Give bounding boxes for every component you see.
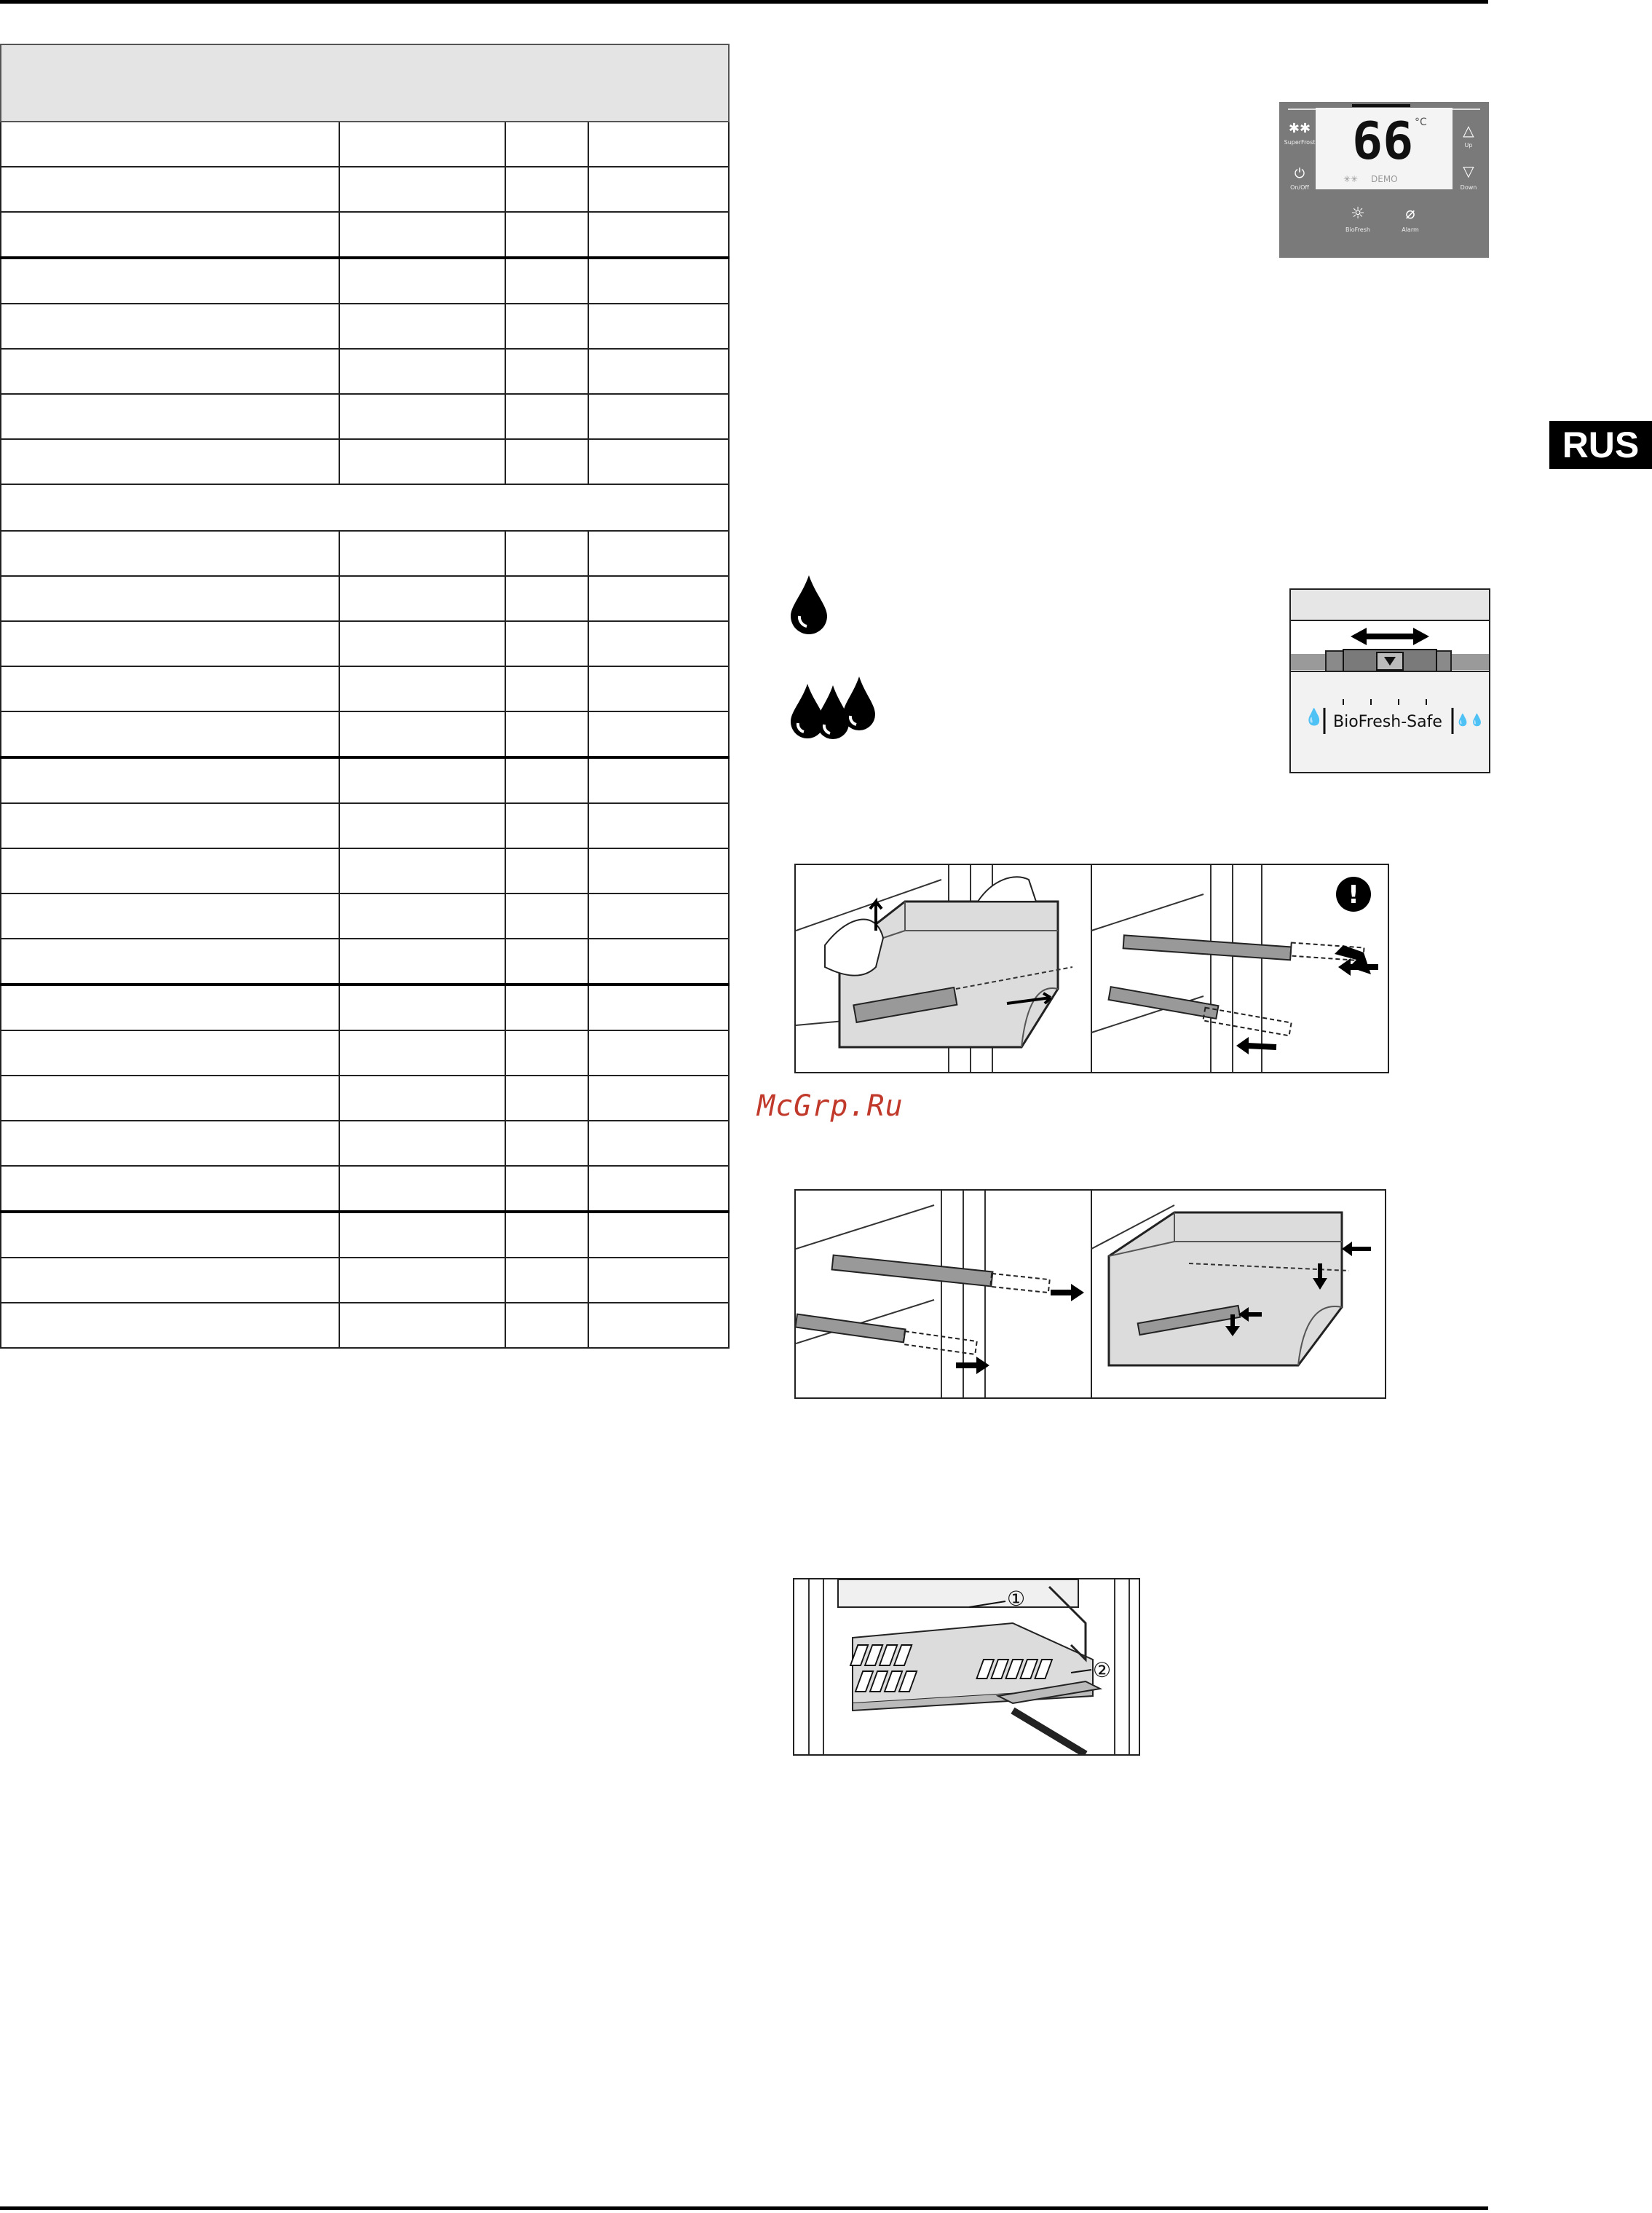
svg-text:✱✱: ✱✱ (1288, 121, 1311, 136)
table-cell (505, 666, 588, 711)
table-cell (505, 304, 588, 349)
svg-text:💧: 💧 (1304, 709, 1324, 727)
table-cell (505, 349, 588, 394)
table-cell (1, 349, 339, 394)
table-cell (1, 757, 339, 803)
svg-text:💧💧: 💧💧 (1455, 713, 1485, 727)
table-cell (339, 167, 505, 212)
table-cell (505, 576, 588, 621)
table-cell (339, 1030, 505, 1076)
table-header (1, 44, 729, 122)
table-cell (505, 803, 588, 848)
table-cell (339, 122, 505, 167)
table-row (1, 666, 729, 711)
table-cell (1, 803, 339, 848)
table-row (1, 1258, 729, 1303)
table-cell (588, 258, 729, 304)
table-row (1, 167, 729, 212)
table-cell (1, 939, 339, 985)
table-cell (505, 1076, 588, 1121)
table-cell (339, 576, 505, 621)
table-cell (1, 1076, 339, 1121)
storage-table (0, 44, 730, 1349)
table-cell (588, 1212, 729, 1258)
table-cell (588, 621, 729, 666)
table-cell (505, 1121, 588, 1166)
table-cell (505, 122, 588, 167)
svg-text:△: △ (1463, 122, 1474, 139)
table-row (1, 757, 729, 803)
table-cell (339, 894, 505, 939)
table-cell (588, 711, 729, 757)
table-cell (1, 1030, 339, 1076)
biofresh-label: BioFresh (1345, 226, 1370, 233)
temperature-readout: 66 (1352, 111, 1414, 171)
table-cell (505, 394, 588, 439)
table-cell (1, 848, 339, 894)
table-cell (1, 439, 339, 484)
table-cell (1, 304, 339, 349)
table-cell (339, 848, 505, 894)
bottom-rule (0, 2206, 1488, 2210)
table-cell (588, 394, 729, 439)
watermark-text: McGrp.Ru (757, 1089, 904, 1123)
table-row (1, 349, 729, 394)
table-cell (339, 1212, 505, 1258)
table-cell (505, 711, 588, 757)
table-cell (505, 985, 588, 1030)
table-cell (505, 621, 588, 666)
table-cell (588, 576, 729, 621)
table-cell (339, 621, 505, 666)
table-cell (339, 666, 505, 711)
table-cell (1, 531, 339, 576)
table-row (1, 803, 729, 848)
onoff-label: On/Off (1290, 184, 1309, 191)
drawer-removal-diagram (794, 864, 1389, 1073)
table-cell (1, 1166, 339, 1212)
table-cell (588, 666, 729, 711)
table-cell (1, 894, 339, 939)
table-row (1, 848, 729, 894)
table-cell (339, 1076, 505, 1121)
table-cell (505, 1166, 588, 1212)
table-cell (588, 894, 729, 939)
table-cell (1, 621, 339, 666)
table-cell (505, 939, 588, 985)
biofresh-safe-label: BioFresh-Safe (1333, 713, 1442, 731)
table-cell (1, 258, 339, 304)
table-cell (1, 666, 339, 711)
table-cell (1, 1303, 339, 1348)
table-cell (588, 803, 729, 848)
svg-text:✳✳: ✳✳ (1343, 174, 1359, 184)
table-cell (505, 848, 588, 894)
table-cell (1, 1212, 339, 1258)
table-cell (1, 484, 729, 531)
table-cell (1, 1121, 339, 1166)
table-row (1, 531, 729, 576)
table-cell (505, 1212, 588, 1258)
table-cell (1, 122, 339, 167)
table-cell (339, 985, 505, 1030)
table-cell (505, 1258, 588, 1303)
table-cell (588, 531, 729, 576)
table-cell (588, 304, 729, 349)
table-row (1, 258, 729, 304)
table-cell (505, 1303, 588, 1348)
temperature-unit: °C (1415, 117, 1427, 128)
table-cell (588, 212, 729, 258)
triple-drop-icon (788, 674, 882, 743)
table-cell (339, 1303, 505, 1348)
table-cell (339, 439, 505, 484)
table-cell (588, 1076, 729, 1121)
tray-callout-diagram (793, 1578, 1140, 1756)
table-row (1, 1030, 729, 1076)
table-cell (588, 939, 729, 985)
table-row (1, 439, 729, 484)
up-label: Up (1464, 142, 1473, 149)
table-cell (588, 439, 729, 484)
table-section-row (1, 484, 729, 531)
table-cell (588, 1121, 729, 1166)
table-cell (588, 122, 729, 167)
table-row (1, 1212, 729, 1258)
table-cell (339, 304, 505, 349)
svg-text:▽: ▽ (1463, 162, 1474, 180)
table-row (1, 394, 729, 439)
svg-text:☼: ☼ (1351, 205, 1365, 223)
table-cell (588, 349, 729, 394)
table-row (1, 304, 729, 349)
down-label: Down (1460, 184, 1477, 191)
table-cell (339, 258, 505, 304)
svg-text:⌀: ⌀ (1405, 205, 1415, 223)
svg-text:⏻: ⏻ (1294, 166, 1305, 181)
table-row (1, 1121, 729, 1166)
drawer-insertion-diagram (794, 1189, 1386, 1399)
table-row (1, 711, 729, 757)
superfrost-label: SuperFrost (1284, 139, 1316, 146)
demo-label: DEMO (1371, 174, 1398, 184)
table-cell (505, 258, 588, 304)
table-cell (1, 1258, 339, 1303)
table-cell (339, 531, 505, 576)
table-row (1, 1303, 729, 1348)
table-cell (339, 394, 505, 439)
table-cell (339, 757, 505, 803)
table-cell (1, 576, 339, 621)
table-cell (339, 1121, 505, 1166)
humidity-slider-diagram (1289, 588, 1490, 773)
table-cell (339, 349, 505, 394)
top-rule (0, 0, 1488, 4)
table-row (1, 621, 729, 666)
language-badge: RUS (1549, 421, 1652, 469)
table-cell (339, 711, 505, 757)
table-cell (588, 1166, 729, 1212)
table-row (1, 212, 729, 258)
table-cell (1, 167, 339, 212)
callout-1: ① (1007, 1587, 1026, 1611)
table-cell (339, 939, 505, 985)
table-cell (505, 439, 588, 484)
table-cell (505, 894, 588, 939)
table-row (1, 576, 729, 621)
table-cell (505, 757, 588, 803)
table-cell (588, 848, 729, 894)
table-cell (339, 803, 505, 848)
table-cell (505, 531, 588, 576)
callout-2: ② (1093, 1658, 1112, 1682)
single-drop-icon (788, 574, 830, 635)
table-row (1, 1166, 729, 1212)
table-cell (1, 394, 339, 439)
table-row (1, 894, 729, 939)
table-row (1, 985, 729, 1030)
table-cell (588, 1303, 729, 1348)
table-cell (1, 711, 339, 757)
table-cell (588, 757, 729, 803)
table-row (1, 1076, 729, 1121)
table-cell (588, 167, 729, 212)
table-cell (588, 1258, 729, 1303)
table-row (1, 939, 729, 985)
table-cell (588, 1030, 729, 1076)
control-panel-icon (1279, 102, 1489, 258)
table-cell (588, 985, 729, 1030)
table-cell (505, 1030, 588, 1076)
table-cell (1, 212, 339, 258)
table-cell (505, 212, 588, 258)
table-cell (339, 1166, 505, 1212)
table-cell (1, 985, 339, 1030)
table-cell (339, 212, 505, 258)
table-cell (505, 167, 588, 212)
svg-text:!: ! (1348, 880, 1359, 910)
alarm-label: Alarm (1402, 226, 1419, 233)
table-cell (339, 1258, 505, 1303)
table-row (1, 122, 729, 167)
